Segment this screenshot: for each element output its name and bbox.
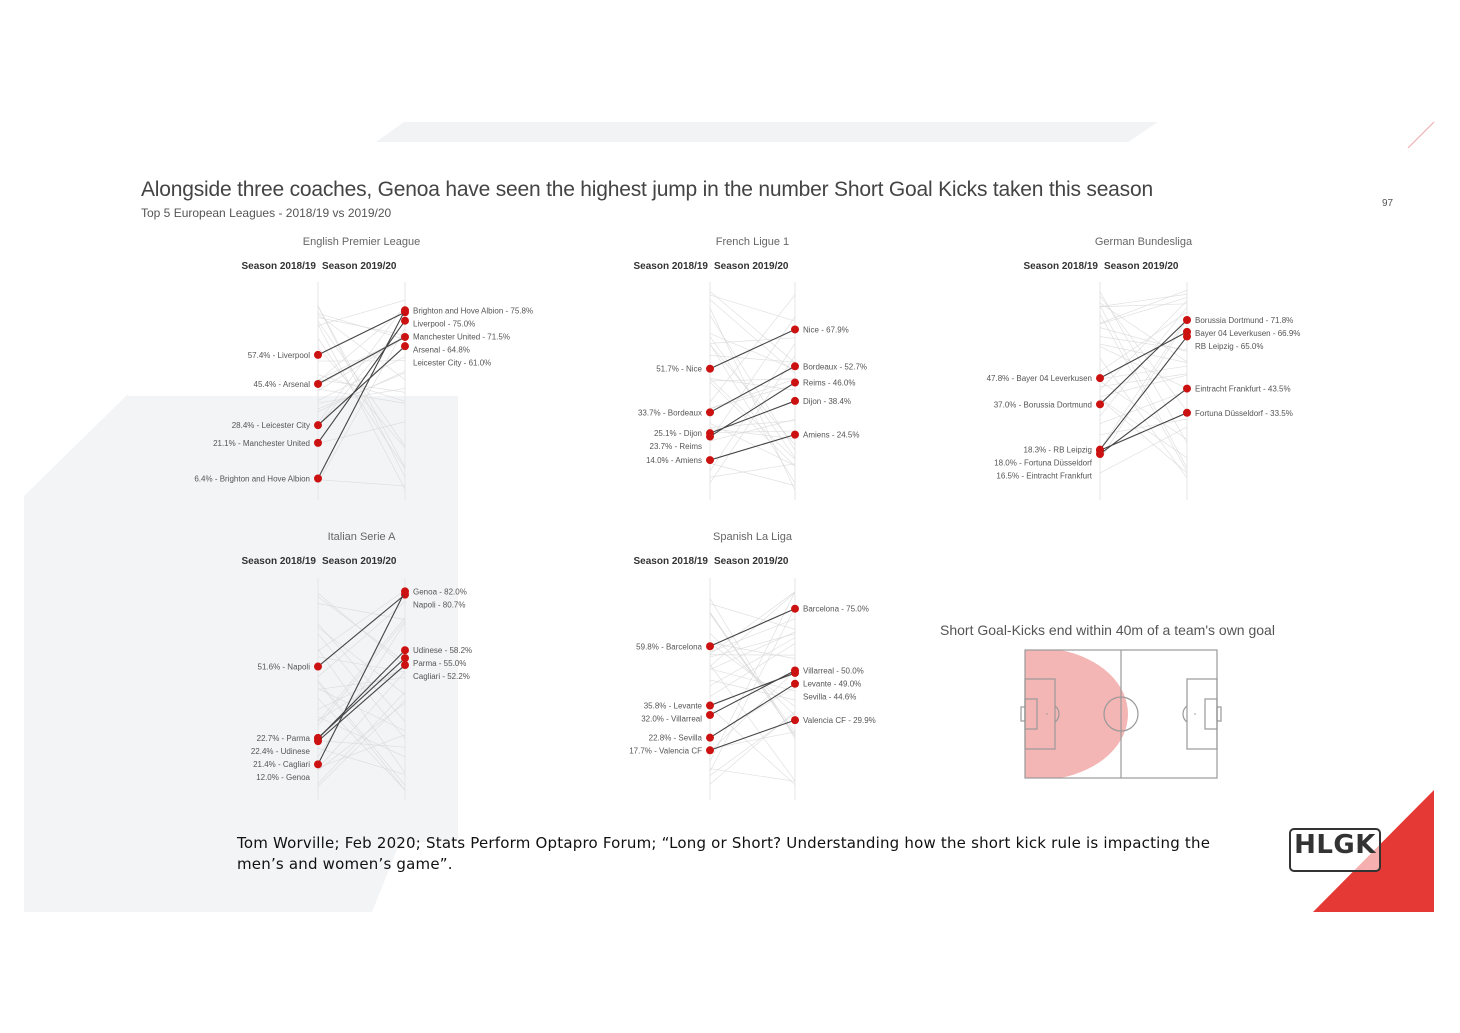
label-2019: Genoa - 82.0%: [413, 587, 467, 597]
context-line: [1100, 366, 1187, 379]
label-2018: 51.7% - Nice: [656, 364, 702, 374]
series-point-2018: [706, 456, 714, 464]
series-point-2019: [791, 666, 799, 674]
context-line: [710, 291, 795, 362]
label-2018: 12.0% - Genoa: [256, 772, 310, 782]
label-2019: Napoli - 80.7%: [413, 600, 466, 610]
label-2019: Sevilla - 44.6%: [803, 692, 857, 702]
label-2019: Amiens - 24.5%: [803, 430, 860, 440]
label-2019: Barcelona - 75.0%: [803, 604, 869, 614]
context-line: [1100, 427, 1187, 473]
series-point-2018: [314, 737, 322, 745]
label-2018: 21.1% - Manchester United: [213, 438, 310, 448]
series-point-2018: [706, 642, 714, 650]
label-2019: Borussia Dortmund - 71.8%: [1195, 315, 1294, 325]
panel-title: German Bundesliga: [1094, 236, 1193, 248]
label-2019: Arsenal - 64.8%: [413, 345, 470, 355]
label-2018: 33.7% - Bordeaux: [637, 408, 702, 418]
label-2019: Nice - 67.9%: [803, 325, 849, 335]
series-point-2019: [401, 587, 409, 595]
series-point-2018: [314, 474, 322, 482]
series-point-2019: [791, 716, 799, 724]
context-line: [1100, 294, 1187, 306]
context-line: [318, 748, 405, 774]
series-point-2019: [1183, 316, 1191, 324]
label-2018: 51.6% - Napoli: [257, 662, 310, 672]
season-header-left: Season 2018/19: [1023, 261, 1098, 272]
label-2018: 17.7% - Valencia CF: [629, 746, 702, 756]
label-2019: Cagliari - 52.2%: [413, 672, 470, 682]
context-line: [318, 627, 405, 694]
label-2018: 6.4% - Brighton and Hove Albion: [194, 474, 310, 484]
series-point-2019: [401, 306, 409, 314]
panel-title: French Ligue 1: [715, 236, 790, 248]
series-point-2019: [401, 661, 409, 669]
season-header-right: Season 2019/20: [322, 261, 397, 272]
label-2019: Villarreal - 50.0%: [803, 666, 864, 676]
series-point-2019: [401, 646, 409, 654]
label-2018: 25.1% - Dijon: [653, 429, 702, 439]
series-line: [710, 609, 795, 647]
context-line: [710, 379, 795, 408]
label-2018: 57.4% - Liverpool: [247, 350, 310, 360]
series-point-2019: [791, 325, 799, 333]
slide-title: Alongside three coaches, Genoa have seen the highest jump in the number Short Goal Kicks taken this season: [141, 178, 1153, 201]
context-line: [710, 643, 795, 696]
label-2018: 35.8% - Levante: [643, 701, 702, 711]
label-2019: Valencia CF - 29.9%: [803, 716, 876, 726]
label-2018: 16.5% - Eintracht Frankfurt: [996, 471, 1092, 481]
context-line: [318, 306, 405, 468]
label-2019: Parma - 55.0%: [413, 659, 467, 669]
context-line: [710, 336, 795, 457]
series-line: [710, 684, 795, 738]
series-line: [318, 595, 405, 667]
series-point-2019: [791, 397, 799, 405]
series-point-2018: [314, 351, 322, 359]
series-point-2018: [706, 702, 714, 710]
season-header-right: Season 2019/20: [322, 556, 397, 567]
series-point-2018: [314, 760, 322, 768]
series-point-2018: [706, 433, 714, 441]
panel-title: English Premier League: [302, 236, 421, 248]
series-point-2018: [314, 421, 322, 429]
panel-title: Spanish La Liga: [713, 531, 792, 543]
season-header-left: Season 2018/19: [633, 556, 708, 567]
context-line: [1100, 298, 1187, 325]
right-six-yard-box: [1205, 699, 1217, 729]
label-2019: Manchester United - 71.5%: [413, 332, 510, 342]
context-line: [318, 480, 405, 486]
right-goal: [1217, 707, 1221, 721]
context-line: [1100, 328, 1187, 352]
season-header-left: Season 2018/19: [241, 556, 316, 567]
series-point-2018: [314, 663, 322, 671]
label-2019: Reims - 46.0%: [803, 378, 856, 388]
season-header-right: Season 2019/20: [714, 556, 789, 567]
series-point-2018: [706, 408, 714, 416]
series-point-2018: [706, 734, 714, 742]
series-point-2019: [401, 333, 409, 341]
context-line: [318, 317, 405, 335]
label-2018: 47.8% - Bayer 04 Leverkusen: [986, 374, 1092, 384]
label-2019: Bordeaux - 52.7%: [803, 362, 868, 372]
pitch-title: Short Goal-Kicks end within 40m of a team's own goal: [940, 622, 1275, 638]
label-2019: Dijon - 38.4%: [803, 396, 852, 406]
season-header-left: Season 2018/19: [241, 261, 316, 272]
label-2019: Leicester City - 61.0%: [413, 358, 492, 368]
left-goal: [1021, 707, 1025, 721]
label-2018: 37.0% - Borussia Dortmund: [993, 400, 1092, 410]
page-number: 97: [1382, 198, 1394, 209]
context-line: [710, 613, 795, 732]
label-2019: Brighton and Hove Albion - 75.8%: [413, 306, 534, 316]
context-line: [710, 604, 795, 630]
series-line: [318, 312, 405, 355]
context-line: [318, 624, 405, 722]
season-header-right: Season 2019/20: [1104, 261, 1179, 272]
right-penalty-box: [1187, 679, 1217, 749]
context-line: [710, 464, 795, 477]
pitch-diagram: [1020, 646, 1222, 782]
series-point-2019: [1183, 332, 1191, 340]
series-point-2019: [401, 317, 409, 325]
series-line: [318, 591, 405, 764]
label-2019: Udinese - 58.2%: [413, 646, 473, 656]
label-2018: 18.3% - RB Leipzig: [1023, 445, 1092, 455]
context-line: [318, 602, 405, 677]
citation-text: Tom Worville; Feb 2020; Stats Perform Optapro Forum; “Long or Short? Understanding how the short kick rule is impacting the men’s and women’s game”.: [237, 834, 1211, 873]
context-line: [710, 431, 795, 433]
series-line: [318, 310, 405, 478]
short-goal-kick-zone: [1025, 650, 1128, 778]
hlgk-logo: [1289, 828, 1381, 872]
context-line: [710, 355, 795, 362]
context-line: [710, 463, 795, 485]
series-line: [318, 650, 405, 738]
slide-subtitle: Top 5 European Leagues - 2018/19 vs 2019/20: [141, 206, 392, 220]
context-line: [710, 295, 795, 321]
label-2018: 22.4% - Udinese: [250, 746, 310, 756]
series-point-2018: [706, 365, 714, 373]
label-2018: 59.8% - Barcelona: [636, 642, 702, 652]
label-2019: Levante - 49.0%: [803, 679, 862, 689]
series-point-2019: [791, 431, 799, 439]
series-point-2019: [791, 680, 799, 688]
series-line: [710, 673, 795, 706]
label-2019: Liverpool - 75.0%: [413, 319, 476, 329]
label-2019: Bayer 04 Leverkusen - 66.9%: [1195, 328, 1301, 338]
context-line: [318, 741, 405, 748]
series-point-2018: [314, 439, 322, 447]
context-line: [318, 324, 405, 489]
series-point-2018: [314, 380, 322, 388]
series-point-2019: [791, 379, 799, 387]
panel-title: Italian Serie A: [327, 531, 396, 543]
series-point-2019: [401, 654, 409, 662]
logo-text: HLGK: [1294, 830, 1376, 860]
context-line: [318, 300, 405, 325]
label-2019: Fortuna Düsseldorf - 33.5%: [1195, 408, 1293, 418]
context-line: [1100, 304, 1187, 307]
series-point-2019: [791, 362, 799, 370]
label-2018: 32.0% - Villarreal: [641, 714, 702, 724]
series-point-2018: [706, 711, 714, 719]
label-2019: Eintracht Frankfurt - 43.5%: [1195, 384, 1291, 394]
context-line: [318, 667, 405, 721]
series-point-2019: [791, 605, 799, 613]
season-header-right: Season 2019/20: [714, 261, 789, 272]
season-header-left: Season 2018/19: [633, 261, 708, 272]
context-line: [710, 379, 795, 381]
series-point-2018: [706, 746, 714, 754]
label-2019: RB Leipzig - 65.0%: [1195, 341, 1264, 351]
series-point-2019: [1183, 385, 1191, 393]
context-line: [710, 619, 795, 652]
context-line: [710, 769, 795, 782]
context-line: [710, 643, 795, 707]
left-penalty-spot: [1046, 713, 1048, 715]
series-point-2019: [1183, 409, 1191, 417]
context-line: [1100, 290, 1187, 323]
label-2018: 22.7% - Parma: [256, 733, 310, 743]
label-2018: 14.0% - Amiens: [645, 456, 702, 466]
label-2018: 23.7% - Reims: [649, 442, 702, 452]
right-penalty-spot: [1194, 713, 1196, 715]
series-point-2019: [401, 342, 409, 350]
series-point-2018: [1096, 400, 1104, 408]
label-2018: 28.4% - Leicester City: [231, 421, 310, 431]
label-2018: 45.4% - Arsenal: [253, 379, 310, 389]
series-point-2018: [1096, 374, 1104, 382]
context-line: [318, 677, 405, 689]
series-point-2018: [1096, 450, 1104, 458]
label-2018: 22.8% - Sevilla: [648, 733, 702, 743]
label-2018: 21.4% - Cagliari: [253, 759, 310, 769]
label-2018: 18.0% - Fortuna Düsseldorf: [994, 458, 1092, 468]
context-line: [318, 590, 405, 650]
